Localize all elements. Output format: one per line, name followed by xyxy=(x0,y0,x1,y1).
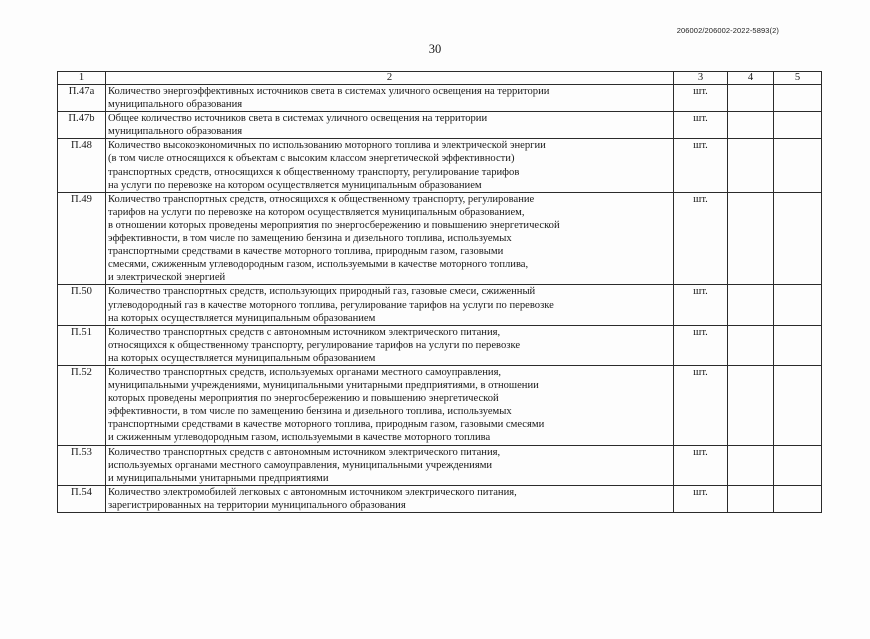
table-body xyxy=(58,72,822,513)
row-value-col5 xyxy=(774,85,822,112)
table-row xyxy=(58,112,822,139)
row-value-col4 xyxy=(728,325,774,365)
row-value-col4 xyxy=(728,285,774,325)
row-code: П.47b xyxy=(58,112,106,139)
row-value-col4 xyxy=(728,192,774,285)
row-value-col5 xyxy=(774,445,822,485)
table-row xyxy=(58,325,822,365)
row-unit: шт. xyxy=(674,192,728,285)
row-value-col4 xyxy=(728,112,774,139)
row-description: Количество транспортных средств с автономным источником электрического питания, относящихся к общественному транспорту, регулирование тарифов на услуги по перевозке на которых осуществляется муниципальным образованием xyxy=(106,325,674,365)
table-row xyxy=(58,139,822,192)
row-code: П.54 xyxy=(58,485,106,512)
row-value-col5 xyxy=(774,112,822,139)
row-value-col5 xyxy=(774,139,822,192)
document-id: 206002/206002-2022-5893(2) xyxy=(676,26,779,35)
row-value-col4 xyxy=(728,139,774,192)
row-description: Количество транспортных средств с автономным источником электрического питания, используемых органами местного самоуправления, муниципальными учреждениями и муниципальными унитарными предприятиями xyxy=(106,445,674,485)
row-code: П.49 xyxy=(58,192,106,285)
row-unit: шт. xyxy=(674,285,728,325)
row-code: П.47а xyxy=(58,85,106,112)
row-unit: шт. xyxy=(674,112,728,139)
table-row xyxy=(58,85,822,112)
row-unit: шт. xyxy=(674,365,728,445)
table-row xyxy=(58,192,822,285)
page-number: 30 xyxy=(428,42,442,56)
header-cell-1: 1 xyxy=(58,72,106,85)
row-description: Количество транспортных средств, использующих природный газ, газовые смеси, сжиженный углеводородный газ в качестве моторного топлива, регулирование тарифов на услуги по перевозке на которых осуществляется муниципальным образованием xyxy=(106,285,674,325)
table-row xyxy=(58,365,822,445)
row-value-col5 xyxy=(774,485,822,512)
row-code: П.53 xyxy=(58,445,106,485)
row-value-col4 xyxy=(728,365,774,445)
header-cell-3: 3 xyxy=(674,72,728,85)
row-value-col5 xyxy=(774,192,822,285)
row-unit: шт. xyxy=(674,325,728,365)
indicators-table xyxy=(57,71,822,513)
row-unit: шт. xyxy=(674,139,728,192)
row-unit: шт. xyxy=(674,85,728,112)
header-cell-4: 4 xyxy=(728,72,774,85)
row-code: П.48 xyxy=(58,139,106,192)
row-value-col5 xyxy=(774,325,822,365)
row-description: Общее количество источников света в системах уличного освещения на территории муниципального образования xyxy=(106,112,674,139)
table-row xyxy=(58,445,822,485)
row-unit: шт. xyxy=(674,485,728,512)
row-description: Количество транспортных средств, используемых органами местного самоуправления, муниципальными учреждениями, муниципальными унитарными предприятиями, в отношении которых проведены мероприятия по энергосбережению и повышению энергетической эффективности, в том числе по замещению бензина и дизельного топлива, используемых транспортными средствами в качестве моторного топлива, природным газом, газовыми смесями и сжиженным углеводородным газом, используемыми в качестве моторного топлива xyxy=(106,365,674,445)
row-value-col5 xyxy=(774,285,822,325)
header-row xyxy=(58,72,822,85)
row-value-col4 xyxy=(728,85,774,112)
table-row xyxy=(58,485,822,512)
row-code: П.50 xyxy=(58,285,106,325)
row-value-col5 xyxy=(774,365,822,445)
row-code: П.52 xyxy=(58,365,106,445)
row-code: П.51 xyxy=(58,325,106,365)
row-description: Количество высокоэкономичных по использованию моторного топлива и электрической энергии (в том числе относящихся к объектам с высоким классом энергетической эффективности) транспортных средств, относящихся к общественному транспорту, регулирование тарифов на услуги по перевозке на котором осуществляется муниципальным образованием xyxy=(106,139,674,192)
header-cell-2: 2 xyxy=(106,72,674,85)
row-description: Количество энергоэффективных источников света в системах уличного освещения на территории муниципального образования xyxy=(106,85,674,112)
header-cell-5: 5 xyxy=(774,72,822,85)
row-value-col4 xyxy=(728,485,774,512)
row-value-col4 xyxy=(728,445,774,485)
row-unit: шт. xyxy=(674,445,728,485)
row-description: Количество транспортных средств, относящихся к общественному транспорту, регулирование тарифов на услуги по перевозке на котором осуществляется муниципальным образованием, в отношении которых проведены мероприятия по энергосбережению и повышению энергетической эффективности, в том числе по замещению бензина и дизельного топлива, используемых транспортными средствами в качестве моторного топлива, природным газом, газовыми смесями, сжиженным углеводородным газом, используемыми в качестве моторного топлива, и электрической энергией xyxy=(106,192,674,285)
row-description: Количество электромобилей легковых с автономным источником электрического питания, зарегистрированных на территории муниципального образования xyxy=(106,485,674,512)
table-row xyxy=(58,285,822,325)
